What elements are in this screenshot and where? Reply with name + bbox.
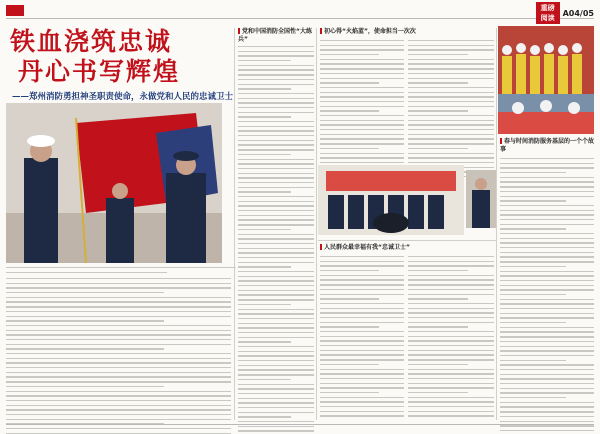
page-number: A04/05 <box>562 8 594 18</box>
section-label-line2: 阅读 <box>540 14 555 22</box>
section-label-box <box>536 2 560 24</box>
page-footer <box>6 424 594 433</box>
headline-line1: 铁血浇筑忠诚 <box>10 27 173 56</box>
title-bar-icon <box>320 244 322 250</box>
column5-title: 春与时间消防服务基层的一个个故事 <box>500 138 595 153</box>
article-body-col2 <box>238 46 314 434</box>
title-bar-icon <box>320 28 322 34</box>
article-body-col5 <box>500 158 594 434</box>
masthead-logo <box>6 5 24 16</box>
photo-caption-placeholder <box>6 267 236 276</box>
column-divider-1 <box>234 28 235 420</box>
section-tag <box>536 2 594 24</box>
column-divider-3 <box>496 28 497 420</box>
masthead <box>6 4 594 22</box>
main-photo <box>6 103 222 263</box>
article-body-left <box>6 278 231 434</box>
title-bar-icon <box>500 138 502 144</box>
column3-title: 初心得“火焰蓝”，使命担当一次次 <box>320 28 492 36</box>
article-body-col3d <box>408 256 494 420</box>
side-photo <box>466 170 496 228</box>
column3b-title: 人民群众最幸福有我“忠诚卫士” <box>320 244 492 252</box>
title-bar-icon <box>238 28 240 34</box>
subheadline: ——郑州消防勇担神圣职责使命，永做党和人民的忠诚卫士 <box>12 92 234 102</box>
center-photo <box>318 165 464 235</box>
article-body-col3c <box>320 256 404 420</box>
right-photo-2 <box>498 94 594 134</box>
section-label-line1: 重磅 <box>540 4 555 12</box>
article-body-col3a <box>320 40 404 181</box>
headline-line2: 丹心书写辉煌 <box>18 57 181 86</box>
column-divider-2 <box>316 28 317 420</box>
column2-title: 党和中国消防全国性“大练兵” <box>238 28 312 43</box>
top-right-photo <box>498 26 594 94</box>
article-body-col3b <box>408 40 494 181</box>
column3-separator <box>318 240 496 241</box>
